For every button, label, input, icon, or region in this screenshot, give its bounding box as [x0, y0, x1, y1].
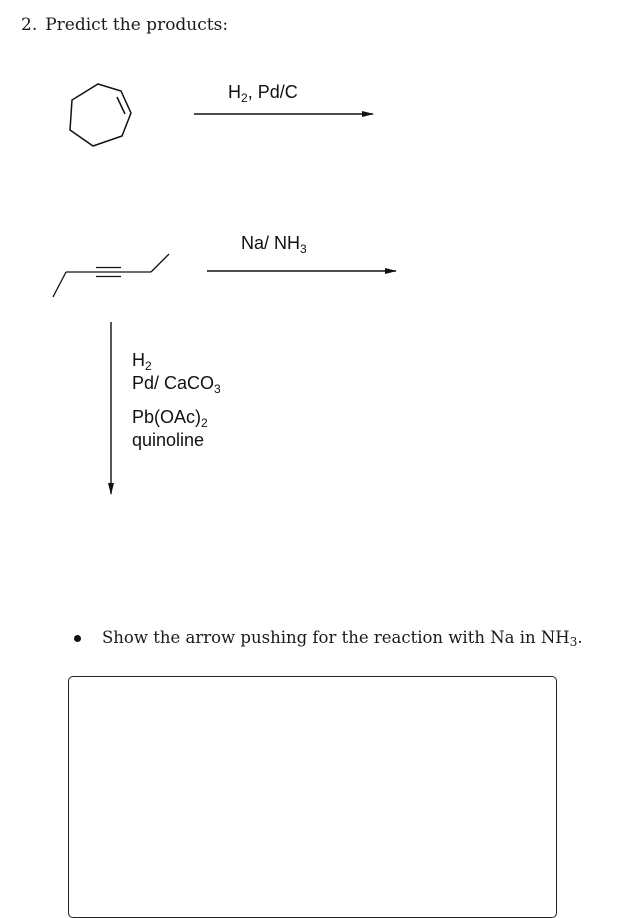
arrow-pushing-instruction	[74, 628, 583, 647]
reagent-line-pd-caco3: Pd/ CaCO$_3$	[132, 373, 221, 396]
cycloheptene-structure	[70, 84, 131, 146]
reagent-line-pb-oac2: $Pb(OAc)_2$	[132, 407, 208, 430]
reagent-line-quinoline: quinoline	[132, 430, 205, 450]
question-text: Predict the products:	[45, 15, 229, 35]
answer-box[interactable]	[68, 676, 557, 918]
hexyne-structure	[53, 254, 169, 297]
bullet-point-icon	[74, 635, 81, 642]
question-number: 2.	[21, 15, 38, 35]
reagent-line-h2: $H_2$	[132, 350, 152, 373]
instruction-text: Show the arrow pushing for the reaction with Na in $NH_3$.	[102, 628, 583, 649]
reagent-label-hydrogenation: $H_2$, Pd/C	[228, 82, 298, 105]
reagent-label-na-nh3: Na/ $NH_3$	[241, 233, 307, 256]
